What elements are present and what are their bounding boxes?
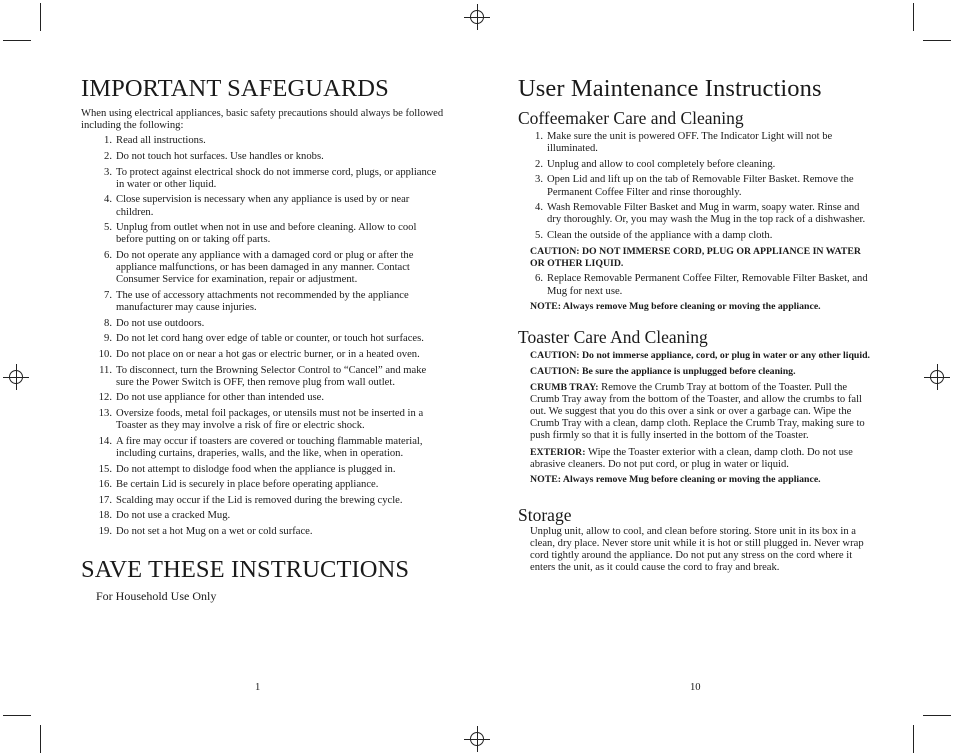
list-item: 6. Do not operate any appliance with a damaged cord or plug or after the appliance malfunctions, or has been damaged in any manner. Contact Consumer Service for examination, repair or adjustment.: [104, 249, 414, 286]
toaster-heading: Toaster Care And Cleaning: [518, 327, 708, 348]
coffeemaker-caution: CAUTION: DO NOT IMMERSE CORD, PLUG OR APPLIANCE IN WATER OR OTHER LIQUID.: [530, 245, 861, 269]
list-item: 3. Open Lid and lift up on the tab of Removable Filter Basket. Remove the Permanent Coffee Filter and rinse thoroughly.: [535, 174, 854, 198]
list-item: 2. Unplug and allow to cool completely before cleaning.: [535, 158, 776, 170]
crop-mark: [923, 715, 951, 716]
list-item: 16. Be certain Lid is securely in place before operating appliance.: [98, 479, 379, 491]
list-item: 9. Do not let cord hang over edge of table or counter, or touch hot surfaces.: [104, 333, 424, 345]
storage-heading: Storage: [518, 504, 572, 525]
exterior-paragraph: EXTERIOR: Wipe the Toaster exterior with a clean, damp cloth. Do not use abrasive cleaners. Do not put cord, or plug in water or liquid.: [530, 446, 853, 470]
list-item: 2. Do not touch hot surfaces. Use handles or knobs.: [104, 151, 324, 162]
list-item: 13. Oversize foods, metal foil packages, or utensils must not be inserted in a Toaster as they may involve a risk of fire or electric shock.: [98, 407, 424, 432]
coffeemaker-heading: Coffeemaker Care and Cleaning: [518, 108, 744, 128]
crop-mark: [913, 725, 914, 753]
list-item: 1. Make sure the unit is powered OFF. The Indicator Light will not be illuminated.: [535, 131, 833, 155]
list-item: 4. Close supervision is necessary when any appliance is used by or near children.: [104, 194, 410, 218]
list-item: 6. Replace Removable Permanent Coffee Filter, Removable Filter Basket, and Mug for next use.: [535, 273, 868, 297]
crop-mark: [3, 40, 31, 41]
page-number-left: 1: [255, 682, 261, 693]
list-item: 7. The use of accessory attachments not recommended by the appliance manufacturer may cause injuries.: [104, 289, 409, 314]
list-item: 5. Clean the outside of the appliance with a damp cloth.: [535, 229, 773, 241]
left-page: [81, 74, 446, 602]
right-page: [518, 74, 876, 578]
list-item: 5. Unplug from outlet when not in use and before cleaning. Allow to cool before putting on or taking off parts.: [104, 222, 417, 246]
list-item: 1. Read all instructions.: [104, 135, 206, 147]
coffeemaker-steps-continued: [518, 273, 876, 297]
crop-mark: [3, 715, 31, 716]
list-item: 18. Do not use a cracked Mug.: [98, 510, 231, 522]
toaster-note: NOTE: Always remove Mug before cleaning or moving the appliance.: [530, 474, 821, 486]
list-item: 4. Wash Removable Filter Basket and Mug in warm, soapy water. Rinse and dry thoroughly. Or, you may wash the Mug in the top rack of a dishwasher.: [535, 202, 866, 226]
crop-mark: [40, 3, 41, 31]
list-item: 17. Scalding may occur if the Lid is removed during the brewing cycle.: [98, 494, 403, 506]
crumb-tray-paragraph: CRUMB TRAY: Remove the Crumb Tray at bottom of the Toaster. Pull the Crumb Tray away from the bottom of the Toaster, and allow the crumbs to fall out. We suggest that you do this over a sink or over a garbage can. Wipe the Crumb Tray with a clean, damp cloth. Replace the Crumb Tray, making sure to push firmly so that it is fully inserted in the bottom of the Toaster.: [530, 381, 865, 442]
crop-mark: [923, 40, 951, 41]
crop-mark: [40, 725, 41, 753]
list-item: 14. A fire may occur if toasters are covered or touching flammable material, including curtains, draperies, walls, and the like, when in operation.: [98, 435, 423, 459]
list-item: 3. To protect against electrical shock do not immerse cord, plugs, or appliance in water or other liquid.: [104, 166, 437, 190]
list-item: 8. Do not use outdoors.: [104, 317, 205, 329]
registration-mark-left: [3, 364, 29, 390]
coffeemaker-steps: [518, 131, 876, 242]
coffeemaker-note: NOTE: Always remove Mug before cleaning or moving the appliance.: [530, 301, 821, 313]
list-item: 15. Do not attempt to dislodge food when the appliance is plugged in.: [98, 463, 396, 475]
page-number-right: 10: [690, 682, 701, 693]
intro-text: When using electrical appliances, basic safety precautions should always be followed including the following:: [81, 108, 444, 132]
list-item: 19. Do not set a hot Mug on a wet or cold surface.: [98, 525, 313, 537]
storage-text: Unplug unit, allow to cool, and clean before storing. Store unit in its box in a clean, dry place. Never store unit while it is hot or still plugged in. Never wrap cord tightly around the appliance. Do not put any stress on the cord where it enters the unit, as it could cause the cord to fray and break.: [530, 525, 864, 574]
registration-mark-bottom: [464, 726, 490, 752]
list-item: 12. Do not use appliance for other than intended use.: [98, 392, 324, 404]
list-item: 10. Do not place on or near a hot gas or electric burner, or in a heated oven.: [98, 348, 420, 360]
maintenance-title: User Maintenance Instructions: [518, 75, 822, 102]
registration-mark-top: [464, 4, 490, 30]
crop-mark: [913, 3, 914, 31]
toaster-caution-2: CAUTION: Be sure the appliance is unplugged before cleaning.: [530, 365, 796, 377]
household-use-note: For Household Use Only: [96, 589, 217, 604]
list-item: 11. To disconnect, turn the Browning Selector Control to “Cancel” and make sure the Power Switch is OFF, then remove plug from wall outlet.: [99, 364, 427, 388]
registration-mark-right: [924, 364, 950, 390]
toaster-caution-1: CAUTION: Do not immerse appliance, cord, or plug in water or any other liquid.: [530, 350, 870, 362]
page-title: IMPORTANT SAFEGUARDS: [81, 75, 389, 102]
safeguards-list: [81, 135, 446, 538]
save-instructions-title: SAVE THESE INSTRUCTIONS: [81, 556, 410, 584]
